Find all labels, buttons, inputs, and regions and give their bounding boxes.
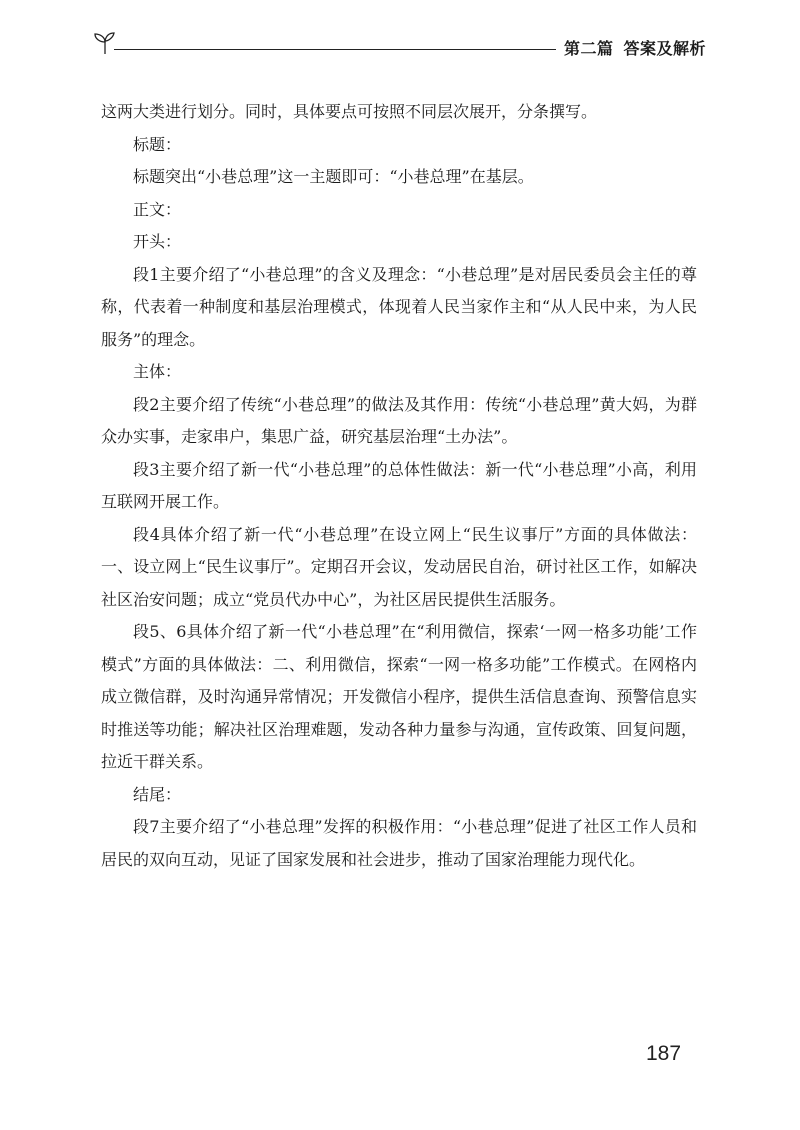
paragraph: 段7主要介绍了“小巷总理”发挥的积极作用：“小巷总理”促进了社区工作人员和居民的双向互动，见证了国家发展和社会进步，推动了国家治理能力现代化。 (101, 817, 697, 869)
paragraph: 结尾： (133, 784, 182, 804)
header-section: 第二篇 (563, 39, 614, 58)
page-number: 187 (646, 1042, 682, 1065)
sprout-icon (92, 30, 118, 56)
paragraph: 标题： (133, 134, 182, 154)
header-rule (114, 49, 556, 50)
page-header (92, 30, 706, 62)
paragraph: 正文： (133, 199, 182, 219)
paragraph: 段2主要介绍了传统“小巷总理”的做法及其作用：传统“小巷总理”黄大妈，为群众办实事，走家串户，集思广益，研究基层治理“土办法”。 (101, 394, 697, 446)
paragraph: 这两大类进行划分。同时，具体要点可按照不同层次展开，分条撰写。 (101, 102, 598, 121)
header-title (564, 36, 706, 59)
paragraph: 标题突出“小巷总理”这一主题即可：“小巷总理”在基层。 (133, 167, 534, 186)
paragraph: 段4具体介绍了新一代“小巷总理”在设立网上“民生议事厅”方面的具体做法：一、设立网上“民生议事厅”。定期召开会议，发动居民自治，研讨社区工作，如解决社区治安问题；成立“党员代办中心”，为社区居民提供生活服务。 (101, 524, 697, 609)
page-body (101, 96, 697, 876)
paragraph: 段3主要介绍了新一代“小巷总理”的总体性做法：新一代“小巷总理”小高，利用互联网开展工作。 (101, 459, 697, 511)
paragraph: 段5、6具体介绍了新一代“小巷总理”在“利用微信，探索‘一网一格多功能’工作模式”方面的具体做法：二、利用微信，探索“一网一格多功能”工作模式。在网格内成立微信群，及时沟通异常情况；开发微信小程序，提供生活信息查询、预警信息实时推送等功能；解决社区治理难题，发动各种力量参与沟通，宣传政策、回复问题，拉近干群关系。 (101, 622, 697, 771)
paragraph: 段1主要介绍了“小巷总理”的含义及理念：“小巷总理”是对居民委员会主任的尊称，代表着一种制度和基层治理模式，体现着人民当家作主和“从人民中来，为人民服务”的理念。 (101, 264, 697, 349)
paragraph: 主体： (133, 362, 182, 381)
header-chapter-title: 答案及解析 (623, 39, 706, 58)
paragraph: 开头： (133, 232, 182, 251)
